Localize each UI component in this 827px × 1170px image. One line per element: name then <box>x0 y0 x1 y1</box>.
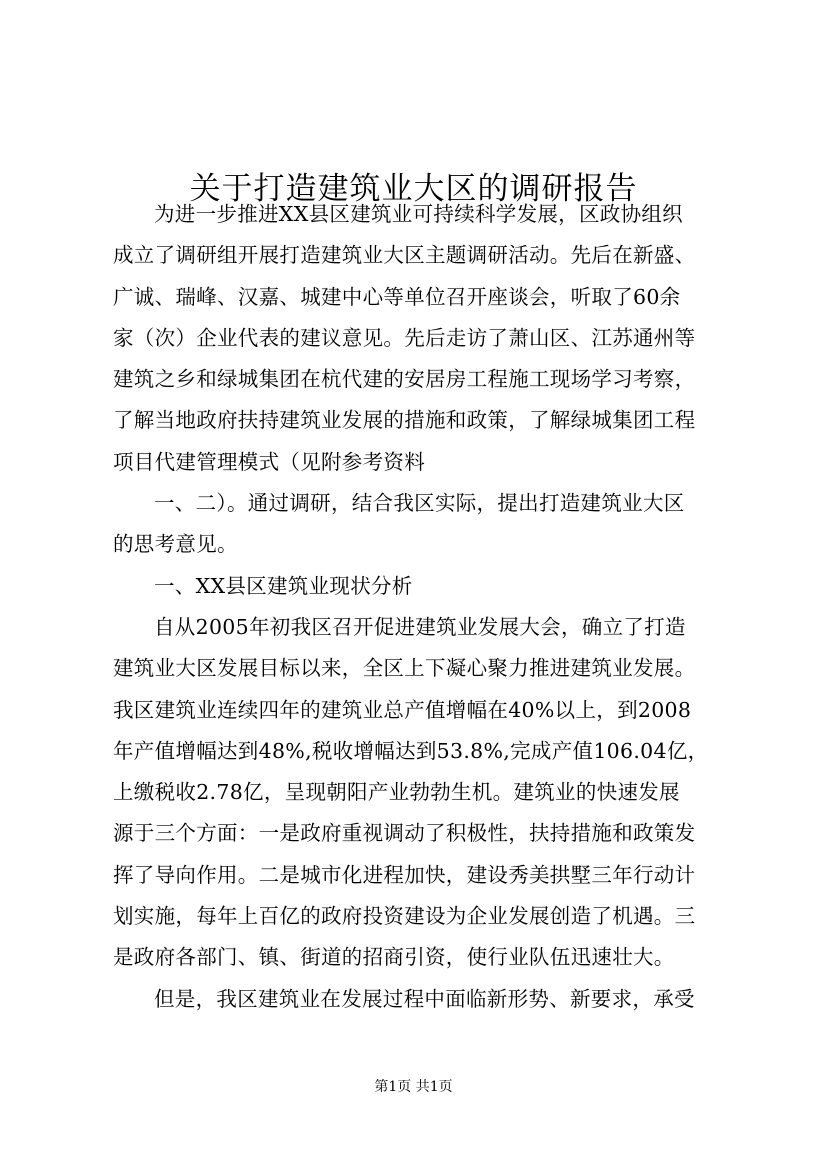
document-body <box>113 194 733 1020</box>
paragraph-line: 是政府各部门、镇、街道的招商引资，使行业队伍迅速壮大。 <box>113 945 675 970</box>
document-title: 关于打造建筑业大区的调研报告 <box>189 170 638 207</box>
paragraph-line: 成立了调研组开展打造建筑业大区主题调研活动。先后在新盛、 <box>113 243 696 268</box>
section-heading: 一、XX县区建筑业现状分析 <box>154 573 413 598</box>
paragraph-line: 年产值增幅达到48%,税收增幅达到53.8%,完成产值106.04亿， <box>113 738 709 763</box>
paragraph-line: 自从2005年初我区召开促进建筑业发展大会，确立了打造 <box>154 614 686 639</box>
paragraph-line: 但是，我区建筑业在发展过程中面临新形势、新要求，承受 <box>154 986 695 1011</box>
paragraph-line: 一、二）。通过调研，结合我区实际，提出打造建筑业大区 <box>154 491 685 516</box>
paragraph-line: 为进一步推进XX县区建筑业可持续科学发展，区政协组织 <box>154 202 683 226</box>
paragraph-line: 挥了导向作用。二是城市化进程加快，建设秀美拱墅三年行动计 <box>113 862 696 887</box>
page-number: 第1页 共1页 <box>374 1079 453 1095</box>
paragraph-line: 建筑之乡和绿城集团在杭代建的安居房工程施工现场学习考察， <box>113 367 696 392</box>
paragraph-line: 家（次）企业代表的建议意见。先后走访了萧山区、江苏通州等 <box>113 325 696 350</box>
paragraph-line: 划实施，每年上百亿的政府投资建设为企业发展创造了机遇。三 <box>113 904 696 929</box>
paragraph-line: 建筑业大区发展目标以来，全区上下凝心聚力推进建筑业发展。 <box>113 656 696 681</box>
paragraph-line: 源于三个方面：一是政府重视调动了积极性，扶持措施和政策发 <box>113 821 696 846</box>
paragraph-line: 项目代建管理模式（见附参考资料 <box>113 449 425 474</box>
paragraph-line: 的思考意见。 <box>113 532 238 557</box>
paragraph-line: 广诚、瑞峰、汉嘉、城建中心等单位召开座谈会，听取了60余 <box>113 284 681 309</box>
paragraph-line: 了解当地政府扶持建筑业发展的措施和政策，了解绿城集团工程 <box>113 408 696 433</box>
paragraph-line: 我区建筑业连续四年的建筑业总产值增幅在40%以上，到2008 <box>113 697 692 722</box>
paragraph-line: 上缴税收2.78亿，呈现朝阳产业勃勃生机。建筑业的快速发展 <box>113 780 680 805</box>
